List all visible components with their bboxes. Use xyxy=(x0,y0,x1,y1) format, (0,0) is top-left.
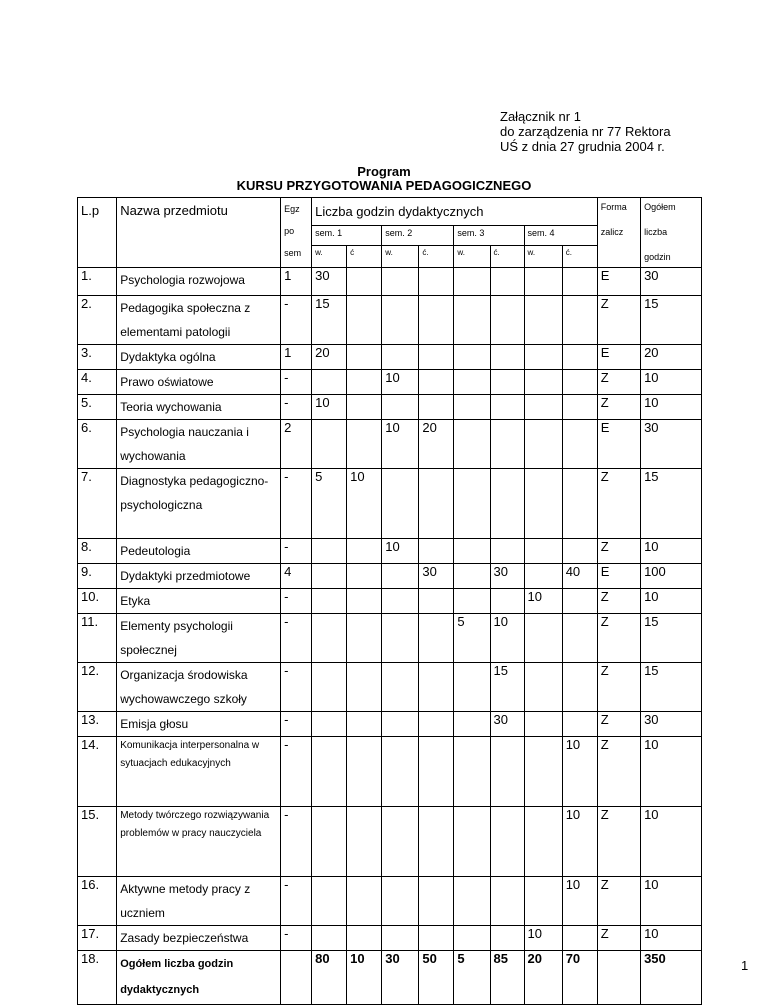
total-hours: 20 xyxy=(641,345,702,370)
hours-cell: 10 xyxy=(524,589,562,614)
header-total xyxy=(641,198,702,268)
header-sem3: sem. 3 xyxy=(454,226,524,246)
header-sub-c: ć. xyxy=(490,246,524,268)
total-hours: 10 xyxy=(641,395,702,420)
exam-semester: - xyxy=(281,469,312,539)
header-egz-line: Egz xyxy=(284,204,300,214)
hours-cell xyxy=(524,345,562,370)
hours-cell: 20 xyxy=(524,951,562,1005)
hours-cell xyxy=(347,420,382,469)
completion-form: Z xyxy=(597,877,640,926)
completion-form: E xyxy=(597,420,640,469)
exam-semester: 4 xyxy=(281,564,312,589)
hours-cell xyxy=(419,663,454,712)
completion-form: Z xyxy=(597,395,640,420)
row-number: 9. xyxy=(78,564,117,589)
hours-cell xyxy=(454,420,490,469)
header-total-line: godzin xyxy=(644,252,671,262)
hours-cell xyxy=(419,345,454,370)
hours-cell xyxy=(419,539,454,564)
completion-form: Z xyxy=(597,370,640,395)
completion-form: Z xyxy=(597,737,640,807)
subject-name: Teoria wychowania xyxy=(117,395,281,420)
header-sem4: sem. 4 xyxy=(524,226,597,246)
hours-cell xyxy=(454,737,490,807)
annex-line: UŚ z dnia 27 grudnia 2004 r. xyxy=(500,139,665,154)
subject-name: Elementy psychologii społecznej xyxy=(117,614,281,663)
hours-cell: 50 xyxy=(419,951,454,1005)
header-total-line: liczba xyxy=(644,227,668,237)
hours-cell xyxy=(562,420,597,469)
hours-cell xyxy=(490,589,524,614)
hours-cell: 10 xyxy=(524,926,562,951)
program-table xyxy=(77,197,702,1005)
row-number: 16. xyxy=(78,877,117,926)
row-number: 3. xyxy=(78,345,117,370)
total-hours: 30 xyxy=(641,268,702,296)
table-row xyxy=(78,370,702,395)
table-row xyxy=(78,564,702,589)
completion-form: E xyxy=(597,345,640,370)
subject-name: Etyka xyxy=(117,589,281,614)
hours-cell: 80 xyxy=(312,951,347,1005)
hours-cell xyxy=(382,877,419,926)
hours-cell: 70 xyxy=(562,951,597,1005)
hours-cell: 5 xyxy=(454,951,490,1005)
hours-cell xyxy=(490,268,524,296)
row-number: 6. xyxy=(78,420,117,469)
header-sem2: sem. 2 xyxy=(382,226,454,246)
hours-cell xyxy=(562,589,597,614)
hours-cell xyxy=(524,877,562,926)
hours-cell: 10 xyxy=(490,614,524,663)
row-number: 18. xyxy=(78,951,117,1005)
hours-cell xyxy=(312,663,347,712)
table-row xyxy=(78,951,702,1005)
hours-cell xyxy=(382,296,419,345)
hours-cell xyxy=(382,737,419,807)
hours-cell xyxy=(454,877,490,926)
hours-cell xyxy=(524,268,562,296)
total-hours: 10 xyxy=(641,589,702,614)
total-hours: 10 xyxy=(641,926,702,951)
exam-semester: - xyxy=(281,370,312,395)
table-row xyxy=(78,877,702,926)
subject-name: Pedagogika społeczna z elementami patologii xyxy=(117,296,281,345)
subject-name: Diagnostyka pedagogiczno-psychologiczna xyxy=(117,469,281,539)
hours-cell xyxy=(562,296,597,345)
hours-cell xyxy=(562,614,597,663)
total-hours: 15 xyxy=(641,469,702,539)
hours-cell xyxy=(419,469,454,539)
exam-semester: 1 xyxy=(281,268,312,296)
hours-cell xyxy=(454,564,490,589)
header-sub-c: ć. xyxy=(562,246,597,268)
hours-cell: 5 xyxy=(312,469,347,539)
hours-cell xyxy=(382,469,419,539)
hours-cell xyxy=(524,420,562,469)
hours-cell xyxy=(524,564,562,589)
row-number: 2. xyxy=(78,296,117,345)
completion-form: Z xyxy=(597,539,640,564)
hours-cell xyxy=(490,926,524,951)
hours-cell xyxy=(419,589,454,614)
hours-cell xyxy=(419,395,454,420)
hours-cell xyxy=(382,345,419,370)
table-row xyxy=(78,737,702,807)
hours-cell xyxy=(562,268,597,296)
hours-cell: 15 xyxy=(490,663,524,712)
hours-cell xyxy=(490,539,524,564)
header-name: Nazwa przedmiotu xyxy=(117,198,281,268)
hours-cell xyxy=(382,589,419,614)
total-hours: 30 xyxy=(641,712,702,737)
subject-name: Prawo oświatowe xyxy=(117,370,281,395)
hours-cell xyxy=(454,807,490,877)
hours-cell xyxy=(490,469,524,539)
header-lp: L.p xyxy=(78,198,117,268)
hours-cell xyxy=(490,395,524,420)
total-hours: 10 xyxy=(641,877,702,926)
hours-cell xyxy=(454,345,490,370)
hours-cell xyxy=(312,807,347,877)
hours-cell xyxy=(524,614,562,663)
hours-cell xyxy=(419,268,454,296)
hours-cell xyxy=(382,712,419,737)
exam-semester: 1 xyxy=(281,345,312,370)
header-total-line: Ogółem xyxy=(644,202,676,212)
header-sem1: sem. 1 xyxy=(312,226,382,246)
hours-cell xyxy=(312,589,347,614)
row-number: 13. xyxy=(78,712,117,737)
completion-form xyxy=(597,951,640,1005)
annex-line: Załącznik nr 1 xyxy=(500,109,581,124)
hours-cell xyxy=(562,663,597,712)
hours-cell xyxy=(312,420,347,469)
exam-semester: 2 xyxy=(281,420,312,469)
hours-cell xyxy=(454,469,490,539)
hours-cell: 85 xyxy=(490,951,524,1005)
hours-cell xyxy=(454,370,490,395)
hours-cell xyxy=(524,663,562,712)
hours-cell xyxy=(454,712,490,737)
row-number: 14. xyxy=(78,737,117,807)
annex-note xyxy=(500,109,671,154)
table-row xyxy=(78,614,702,663)
hours-cell: 30 xyxy=(419,564,454,589)
subject-name: Pedeutologia xyxy=(117,539,281,564)
hours-cell xyxy=(347,268,382,296)
header-egz-line: sem xyxy=(284,248,302,258)
hours-cell xyxy=(490,296,524,345)
hours-cell xyxy=(419,712,454,737)
hours-cell: 30 xyxy=(490,712,524,737)
hours-cell xyxy=(524,296,562,345)
hours-cell xyxy=(347,589,382,614)
header-sub-w: w. xyxy=(454,246,490,268)
hours-cell xyxy=(454,395,490,420)
total-hours: 350 xyxy=(641,951,702,1005)
subject-name: Aktywne metody pracy z uczniem xyxy=(117,877,281,926)
row-number: 17. xyxy=(78,926,117,951)
total-hours: 15 xyxy=(641,296,702,345)
exam-semester: - xyxy=(281,737,312,807)
hours-cell xyxy=(347,926,382,951)
completion-form: E xyxy=(597,268,640,296)
completion-form: Z xyxy=(597,589,640,614)
hours-cell: 10 xyxy=(347,469,382,539)
hours-cell xyxy=(562,712,597,737)
hours-cell xyxy=(454,296,490,345)
hours-cell xyxy=(562,395,597,420)
subject-name: Emisja głosu xyxy=(117,712,281,737)
row-number: 15. xyxy=(78,807,117,877)
page-number: 1 xyxy=(741,958,749,973)
exam-semester: - xyxy=(281,589,312,614)
hours-cell xyxy=(382,395,419,420)
hours-cell xyxy=(524,469,562,539)
hours-cell xyxy=(524,539,562,564)
subject-name: Ogółem liczba godzin dydaktycznych xyxy=(117,951,281,1005)
row-number: 4. xyxy=(78,370,117,395)
header-form-line: zalicz xyxy=(600,227,624,237)
hours-cell: 10 xyxy=(382,420,419,469)
subject-name: Komunikacja interpersonalna w sytuacjach edukacyjnych xyxy=(117,737,281,807)
hours-cell xyxy=(347,737,382,807)
subject-name: Zasady bezpieczeństwa xyxy=(117,926,281,951)
header-sub-w: w. xyxy=(312,246,347,268)
hours-cell xyxy=(419,737,454,807)
hours-cell: 10 xyxy=(562,877,597,926)
exam-semester: - xyxy=(281,807,312,877)
hours-cell xyxy=(419,370,454,395)
exam-semester: - xyxy=(281,712,312,737)
table-row xyxy=(78,589,702,614)
hours-cell xyxy=(382,926,419,951)
hours-cell xyxy=(312,737,347,807)
completion-form: Z xyxy=(597,926,640,951)
hours-cell: 10 xyxy=(382,539,419,564)
hours-cell xyxy=(347,877,382,926)
hours-cell xyxy=(562,539,597,564)
table-row xyxy=(78,807,702,877)
total-hours: 30 xyxy=(641,420,702,469)
hours-cell xyxy=(347,370,382,395)
program-title: Program xyxy=(357,164,411,179)
exam-semester: - xyxy=(281,614,312,663)
hours-cell xyxy=(454,539,490,564)
hours-cell xyxy=(347,539,382,564)
hours-cell xyxy=(490,420,524,469)
row-number: 5. xyxy=(78,395,117,420)
hours-cell xyxy=(312,614,347,663)
row-number: 1. xyxy=(78,268,117,296)
completion-form: Z xyxy=(597,663,640,712)
hours-cell xyxy=(312,712,347,737)
table-row xyxy=(78,268,702,296)
subject-name: Dydaktyki przedmiotowe xyxy=(117,564,281,589)
subject-name: Psychologia rozwojowa xyxy=(117,268,281,296)
hours-cell: 10 xyxy=(347,951,382,1005)
hours-cell xyxy=(347,614,382,663)
hours-cell: 15 xyxy=(312,296,347,345)
table-row xyxy=(78,469,702,539)
subject-name: Dydaktyka ogólna xyxy=(117,345,281,370)
hours-cell xyxy=(347,663,382,712)
total-hours: 10 xyxy=(641,539,702,564)
hours-cell xyxy=(419,614,454,663)
hours-cell xyxy=(312,877,347,926)
hours-cell xyxy=(382,807,419,877)
hours-cell xyxy=(382,564,419,589)
hours-cell xyxy=(454,663,490,712)
exam-semester: - xyxy=(281,663,312,712)
hours-cell xyxy=(419,296,454,345)
completion-form: Z xyxy=(597,469,640,539)
hours-cell xyxy=(490,370,524,395)
hours-cell xyxy=(524,395,562,420)
hours-cell xyxy=(524,737,562,807)
exam-semester: - xyxy=(281,877,312,926)
hours-cell xyxy=(562,345,597,370)
header-sub-c: ć xyxy=(347,246,382,268)
hours-cell: 30 xyxy=(312,268,347,296)
hours-cell xyxy=(419,926,454,951)
hours-cell: 10 xyxy=(562,807,597,877)
header-hours: Liczba godzin dydaktycznych xyxy=(312,198,598,226)
hours-cell xyxy=(490,877,524,926)
hours-cell: 5 xyxy=(454,614,490,663)
row-number: 11. xyxy=(78,614,117,663)
header-egz-line: po xyxy=(284,226,295,236)
table-row xyxy=(78,539,702,564)
total-hours: 10 xyxy=(641,370,702,395)
total-hours: 15 xyxy=(641,663,702,712)
hours-cell xyxy=(312,539,347,564)
header-form-line: Forma xyxy=(600,202,627,212)
hours-cell xyxy=(382,268,419,296)
row-number: 10. xyxy=(78,589,117,614)
exam-semester xyxy=(281,951,312,1005)
hours-cell: 10 xyxy=(382,370,419,395)
hours-cell: 30 xyxy=(490,564,524,589)
hours-cell xyxy=(562,370,597,395)
subject-name: Metody twórczego rozwiązywania problemów w pracy nauczyciela xyxy=(117,807,281,877)
subject-name: Psychologia nauczania i wychowania xyxy=(117,420,281,469)
hours-cell xyxy=(490,345,524,370)
hours-cell: 40 xyxy=(562,564,597,589)
completion-form: Z xyxy=(597,614,640,663)
hours-cell xyxy=(347,564,382,589)
header-sub-w: w. xyxy=(524,246,562,268)
hours-cell: 20 xyxy=(419,420,454,469)
hours-cell xyxy=(382,614,419,663)
table-row xyxy=(78,345,702,370)
hours-cell xyxy=(347,296,382,345)
hours-cell xyxy=(419,807,454,877)
table-row xyxy=(78,395,702,420)
hours-cell xyxy=(524,807,562,877)
hours-cell xyxy=(454,268,490,296)
hours-cell: 20 xyxy=(312,345,347,370)
hours-cell xyxy=(490,807,524,877)
total-hours: 10 xyxy=(641,807,702,877)
hours-cell xyxy=(347,345,382,370)
table-row xyxy=(78,420,702,469)
hours-cell xyxy=(524,712,562,737)
total-hours: 15 xyxy=(641,614,702,663)
hours-cell xyxy=(524,370,562,395)
exam-semester: - xyxy=(281,296,312,345)
subject-name: Organizacja środowiska wychowawczego szkoły xyxy=(117,663,281,712)
hours-cell xyxy=(347,395,382,420)
hours-cell: 10 xyxy=(312,395,347,420)
total-hours: 10 xyxy=(641,737,702,807)
table-row xyxy=(78,926,702,951)
completion-form: Z xyxy=(597,807,640,877)
hours-cell xyxy=(454,589,490,614)
row-number: 8. xyxy=(78,539,117,564)
exam-semester: - xyxy=(281,539,312,564)
hours-cell xyxy=(490,737,524,807)
completion-form: Z xyxy=(597,712,640,737)
header-sub-c: ć. xyxy=(419,246,454,268)
row-number: 7. xyxy=(78,469,117,539)
exam-semester: - xyxy=(281,926,312,951)
course-title: KURSU PRZYGOTOWANIA PEDAGOGICZNEGO xyxy=(236,178,532,193)
hours-cell xyxy=(562,926,597,951)
hours-cell xyxy=(419,877,454,926)
hours-cell: 10 xyxy=(562,737,597,807)
hours-cell: 30 xyxy=(382,951,419,1005)
exam-semester: - xyxy=(281,395,312,420)
table-row xyxy=(78,712,702,737)
hours-cell xyxy=(347,807,382,877)
hours-cell xyxy=(454,926,490,951)
row-number: 12. xyxy=(78,663,117,712)
table-row xyxy=(78,296,702,345)
hours-cell xyxy=(312,564,347,589)
hours-cell xyxy=(312,370,347,395)
hours-cell xyxy=(562,469,597,539)
table-row xyxy=(78,663,702,712)
total-hours: 100 xyxy=(641,564,702,589)
hours-cell xyxy=(347,712,382,737)
annex-line: do zarządzenia nr 77 Rektora xyxy=(500,124,671,139)
hours-cell xyxy=(312,926,347,951)
header-form xyxy=(597,198,640,268)
completion-form: Z xyxy=(597,296,640,345)
header-egz xyxy=(281,198,312,268)
completion-form: E xyxy=(597,564,640,589)
header-sub-w: w. xyxy=(382,246,419,268)
hours-cell xyxy=(382,663,419,712)
